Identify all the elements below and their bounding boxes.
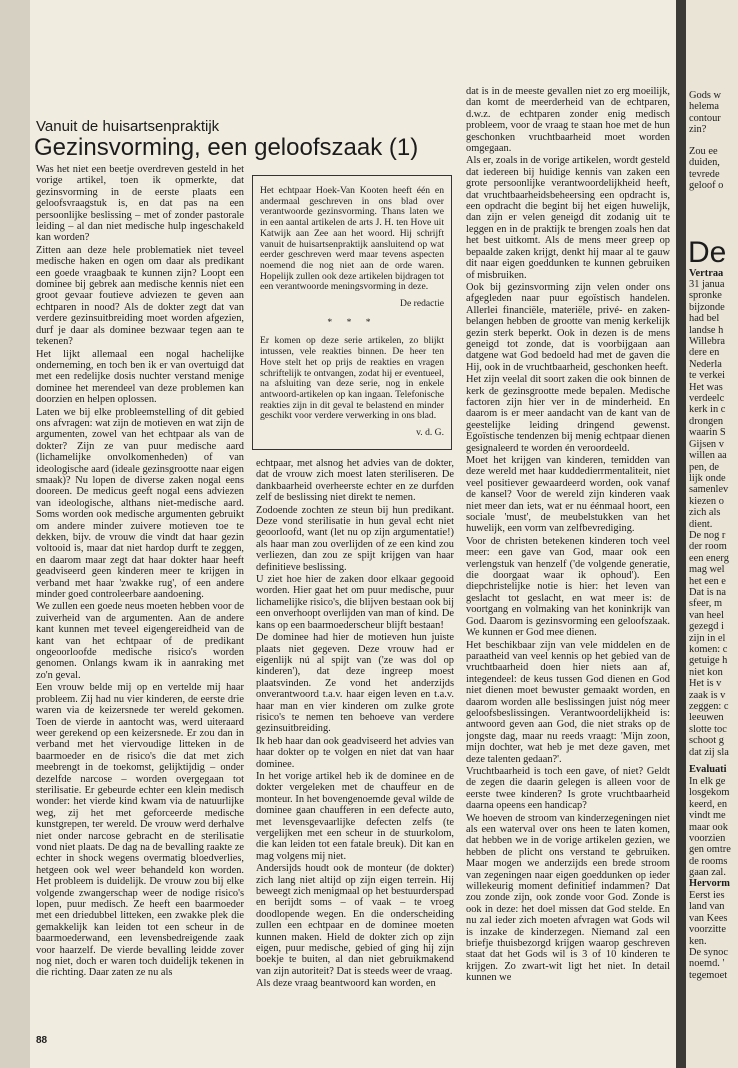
fragment-line: duiden, [689, 157, 720, 169]
text-column-1 [36, 164, 244, 1030]
fragment-line: maar ook [689, 821, 728, 833]
fragment-line: zich als [689, 507, 721, 519]
paragraph: De dominee had hier de motieven hun juiste plaats niet gegeven. Deze vrouw had er eigenlijk nú al spijt van ('ze was dol op kinderen'), dat deze ingreep moest plaatsvinden. Ze vond het anderzijds onverantwoord t.a.v. haar eigen leven en t.a.v. haar man en vier kinderen om zulke grote risico's te nemen ten behoeve van verdere gezinsuitbreiding. [256, 632, 454, 735]
fragment-line: mag wel [689, 564, 725, 576]
fragment-line: helema [689, 101, 719, 113]
paragraph: Als er, zoals in de vorige artikelen, wordt gesteld dat iedereen bij huidige kennis van zaken een grote persoonlijke verantwoordelijkheid heeft, dat vruchtbaarheidsbeheersing een opdracht is, een opdracht die begint bij het eigen huwelijk, dan zijn er velen geneigd dit zodanig uit te leggen en in de praktijk te brengen zoals hen dat het best uitkomt. Als de mens meer greep op bepaalde zaken krijgt, denkt hij maar al te gauw dit naar eigen goeddunken te kunnen gebruiken of misbruiken. [466, 155, 670, 281]
fragment-line: slotte toc [689, 723, 727, 735]
paragraph: dat is in de meeste gevallen niet zo erg moeilijk, dan komt de meerderheid van de echtparen, d.w.z. de echtparen zonder enig medisch probleem, voor de vraag te staan hoe met de hun geschonken vruchtbaarheid moet worden omgegaan. [466, 86, 670, 155]
adjacent-text-mid [689, 146, 737, 192]
paragraph: Ook bij gezinsvorming zijn velen onder ons afgegleden naar puur egoïstisch handelen. Allerlei financiële, materiële, privé- en zaken-belangen hebben de grootte van menig kerkelijk gezin sterk beperkt. Ook in dezen is de mens geneigd tot zonde, dat is voorbijgaan aan datgene wat God bedoeld had met de gaven die Hij, ook in de vruchtbaarheid, geschonken heeft. [466, 281, 670, 373]
fragment-line: zaak is v [689, 689, 726, 701]
text-column-2 [256, 458, 454, 1030]
editorial-signature: De redactie [400, 298, 444, 310]
fragment-line: dat zij sla [689, 746, 729, 758]
fragment-line: geloof o [689, 180, 724, 192]
fragment-line: pen, de [689, 461, 720, 473]
adjacent-text-b2 [689, 776, 737, 879]
fragment-line: gaan zal. [689, 867, 726, 879]
fragment-line: dient. [689, 518, 713, 530]
fragment-line: In elk ge [689, 776, 726, 787]
fragment-line: Dat is na [689, 586, 726, 598]
adjacent-subhead-2: Evaluati [689, 764, 727, 775]
fragment-line: gezegd i [689, 621, 724, 633]
paragraph: U ziet hoe hier de zaken door elkaar gegooid worden. Hier gaat het om puur medische, puur lichamelijke risico's, die blijven bestaan ook bij een onverhoopt overlijden van man of kind. De kans op een baarmoederscheur blijft bestaan! [256, 574, 454, 631]
fragment-line: niet kon [689, 666, 723, 678]
fragment-line: Het was [689, 381, 723, 393]
fragment-line: bijzonde [689, 301, 725, 313]
paragraph: Een vrouw belde mij op en vertelde mij haar probleem. Zij had nu vier kinderen, de eerste drie waren via de keizersnede ter wereld gekomen. Toen de vierde in aantocht was, werd uiteraard weer gerekend op een keizersnede. Er zou dan in verband met het viervoudige litteken in de baarmoeder en de risico's die dat met zich meebrengt in de toekomst, gelijktijdig – onder dezelfde narcose – worden overgegaan tot sterilisatie. Er gebeurde echter een klein medisch wonder: het vierde kind kwam via de natuurlijke weg, zij het met geforceerde medische kunstgrepen, ter wereld. De vrouw werd derhalve niet onder narcose gebracht en de sterilisatie vond niet plaats. De dag na de bevalling raakte ze echter in shock wegens overmatig bloedverlies, hetgeen ook wel weer behandeld kon worden. Het probleem is duidelijk. De vrouw zou bij elke volgende zwangerschap weer de nodige risico's lopen, puur medisch. Ze heeft een baarmoeder met een driedubbel litteken, een zwakke plek die gemakkelijk kan leiden tot een scheur in de baarmoederwand, een levensbedreigende zaak voor haarzelf. De vierde bevalling leidde zover nog niet, doch er waren toch duidelijk tekenen in die richting. Daar zaten ze nu als [36, 682, 244, 979]
fragment-line: willen aa [689, 450, 727, 462]
fragment-line: het een e [689, 575, 726, 587]
page-number: 88 [36, 1035, 48, 1046]
fragment-line: gen omtre [689, 844, 731, 856]
paragraph: We hoeven de stroom van kinderzegeningen niet als een waterval over ons heen te laten komen, dat hebben we in de vorige artikelen gezien, we hebben de plicht ons verstand te gebruiken. Maar mogen we anderzijds een brede stroom van zegeningen naar eigen goeddunken op ieder willekeurig moment definitief indammen? Dat zou zonde zijn, ook zonde voor God. Zonde is ook in deze: het doel missen dat God stelde. En nu zal ieder zich moeten afvragen wat Gods wil is inzake de kinderzegen. Niemand zal een briefje thuisbezorgd krijgen waarop geschreven staat dat het Gods wil is 3 of 10 kinderen te krijgen. Zo zwart-wit ligt het niet. In detail kunnen we [466, 812, 670, 984]
paragraph: Laten we bij elke probleemstelling of dit gebied ons afvragen: wat zijn de motieven en wat zijn de argumenten, zowel van het echtpaar als van de dokter? Zijn ze van puur medische aard (lichamelijke onvolkomenheden) of van ideologische aard (ideale gezinsgrootte naar eigen smaak)? Nu lopen de diverse zaken nogal eens dooreen. De medicus geeft nogal eens adviezen van ideologische, althans niet-medische aard. Soms worden ook medische argumenten gebruikt om andere minder zuivere motieven toe te dekken, bijv. de vrouw die vindt dat haar gezin voltooid is, maar dat niet hardop durft te zeggen, en daarom maar zegt dat haar dokter haar heeft geadviseerd geen kinderen meer te krijgen in verband met haar 'zwakke rug', of een andere minder goed controleerbare aandoening. [36, 406, 244, 601]
fragment-line: kerk in c [689, 404, 726, 416]
fragment-line: waarin S [689, 427, 726, 439]
book-spine [676, 0, 686, 1068]
fragment-line: spronke [689, 290, 722, 302]
fragment-line: had bel [689, 313, 720, 325]
fragment-line: zin? [689, 124, 707, 136]
fragment-line: verdeelc [689, 393, 725, 405]
fragment-line: de rooms [689, 855, 728, 867]
fragment-line: kiezen o [689, 495, 724, 507]
editorial-note: Er komen op deze serie artikelen, zo blijkt intussen, vele reakties binnen. De heer ten Hove stelt het op prijs de reakties en vragen schriftelijk te ontvangen, zodat hij er eventueel, na afsluiting van deze serie, nog in enkele antwoord-artikelen op kan ingaan. Telefonische reakties zijn in dit geval te belastend en minder geschikt voor verdere verwerking in ons blad. [260, 335, 444, 422]
fragment-line: van heel [689, 609, 724, 621]
paragraph: Ik heb haar dan ook geadviseerd het advies van haar dokter op te volgen en niet dat van haar dominee. [256, 735, 454, 770]
paragraph: Vruchtbaarheid is toch een gave, of niet? Geldt de zegen die daarin gelegen is alleen voor de eerste twee kinderen? Is grote vruchtbaarheid daarna opeens een handicap? [466, 765, 670, 812]
adjacent-heading: De [688, 236, 727, 269]
fragment-line: 31 janua [689, 279, 725, 290]
fragment-line: vindt me [689, 810, 726, 822]
paragraph: Moet het krijgen van kinderen, temidden van deze wereld met haar kuddedierrmentaliteit, niet veel positiever gewaardeerd worden, ook vanaf de kansel? Voor de wereld zijn kinderen vaak niet meer dan iets, wat er nu éénmaal hoort, een sociale 'must', de meubelstukken van het huwelijk, een vorm van zelfbevrediging. [466, 455, 670, 535]
fragment-line: leeuwen [689, 712, 724, 724]
paragraph: Andersijds houdt ook de monteur (de dokter) zich lang niet altijd op zijn eigen terrein. Hij beweegt zich menigmaal op het bestuurderspad en berijdt soms – of vaak – te vroeg doodlopende wegen. En die onderscheiding zullen een echtpaar en de dominee moeten kunnen maken. Hield de dokter zich op zijn eigen, puur medische, gebied of ging hij zijn boekje te buiten, al dan niet gebruikmakend van zijn autoriteit? Dat is steeds weer de vraag. [256, 863, 454, 977]
fragment-line: Nederla [689, 358, 722, 370]
fragment-line: drongen [689, 415, 724, 427]
adjacent-subhead-1: Vertraa [689, 268, 724, 279]
fragment-line: Zou ee [689, 146, 718, 157]
adjacent-text-b1 [689, 279, 737, 758]
paragraph: Het zijn veelal dit soort zaken die ook binnen de kerk de gezinsgrootte mede bepalen. Medische factoren zijn hier ver in de minderheid. En daarom is er meer aandacht van de kant van de geestelijke leiding dringend gewenst. Egoïstische tendenzen bij menig echtpaar dienen gesignaleerd te worden én veroordeeld. [466, 374, 670, 454]
fragment-line: sfeer, m [689, 598, 723, 610]
paragraph: In het vorige artikel heb ik de dominee en de dokter vergeleken met de chauffeur en de monteur. In het bovengenoemde geval wilde de dominee gaan chaufferen in een defecte auto, met levensgevaarlijke defecten zelfs (te vergelijken met een scheur in de stuurkolom, die kan leiden tot een fatale breuk). Dit kan en mag volgens mij niet. [256, 770, 454, 862]
paragraph: Voor de christen betekenen kinderen toch veel meer: een gave van God, maar ook een verlengstuk van henzelf ('de volgende generatie, die doorgaat waar ik ophoud'). Een diepchristelijke notie is hier: het leven van geslacht tot geslacht, en wat meer is: de voortgang en volmaking van het koninkrijk van God. Daarom is gezinsvorming een geloofszaak. We kunnen er God mee dienen. [466, 535, 670, 639]
paragraph: Als deze vraag beantwoord kan worden, en [256, 978, 436, 990]
fragment-line: zijn in el [689, 632, 726, 644]
adjacent-text-b3 [689, 890, 737, 981]
fragment-line: Willebra [689, 336, 725, 348]
fragment-line: tegemoet [689, 969, 728, 981]
fragment-line: samenlev [689, 484, 729, 496]
fragment-line: der room [689, 541, 727, 553]
fragment-line: Gods w [689, 90, 722, 101]
note-signature: v. d. G. [416, 427, 444, 439]
fragment-line: dere en [689, 347, 720, 359]
fragment-line: Eerst ies [689, 890, 725, 901]
separator-stars: * * * [327, 316, 377, 328]
fragment-line: lijk onde [689, 472, 726, 484]
fragment-line: komen: c [689, 644, 728, 655]
fragment-line: getuige h [689, 655, 728, 667]
paragraph: Zodoende zochten ze steun bij hun predikant. Deze vond sterilisatie in hun geval echt niet geoorloofd, want (let nu op zijn argumentatie!) als haar man zou overlijden of ze een kind zou verliezen, dan zou ze spijt krijgen van haar definitieve beslissing. [256, 504, 454, 573]
fragment-line: keerd, en [689, 798, 728, 810]
fragment-line: schoot g [689, 735, 724, 747]
paragraph: Het lijkt allemaal een nogal hachelijke onderneming, en toch ben ik er van overtuigd dat met een redelijke dosis nuchter verstand menige dominee het merendeel van deze problemen kan doorzien en helpen oplossen. [36, 348, 244, 406]
fragment-line: voorzien [689, 833, 726, 845]
fragment-line: een energ [689, 552, 729, 564]
fragment-line: Het is v [689, 678, 722, 690]
fragment-line: tevrede [689, 168, 720, 180]
fragment-line: van Kees [689, 912, 728, 924]
editorial-intro: Het echtpaar Hoek-Van Kooten heeft één en andermaal geschreven in ons blad over verantwoorde gezinsvorming. Thans laten we in een aantal artikelen de arts J. H. ten Hove uit Katwijk aan Zee aan het woord. Hij schrijft vanuit de huisartsenpraktijk aansluitend op wat eerder geschreven werd maar tevens aspecten noemend die nog niet aan de orde waren. Hopelijk zullen ook deze artikelen bijdragen tot een verantwoorde meningsvorming in deze. [260, 185, 444, 293]
fragment-line: land van [689, 901, 725, 913]
fragment-line: losgekom [689, 787, 730, 799]
adjacent-text-top [689, 90, 737, 136]
fragment-line: te verkei [689, 370, 726, 382]
fragment-line: De synoc [689, 947, 728, 959]
paragraph: Was het niet een beetje overdreven gesteld in het vorige artikel, toen ik opmerkte, dat gezinsvorming in de eerste plaats een geloofsvraagstuk is, en dat pas na een persoonlijke beslissing – met of zonder pastorale leiding – al dan niet medische hulp ingeschakeld kan worden? [36, 164, 244, 244]
fragment-line: ken. [689, 935, 707, 947]
editorial-note-box [252, 175, 452, 450]
fragment-line: contour [689, 112, 721, 124]
binding-gutter [0, 0, 30, 1068]
fragment-line: voorzitte [689, 924, 726, 936]
fragment-line: landse h [689, 324, 724, 336]
fragment-line: noemd. ' [689, 958, 725, 970]
article-title: Gezinsvorming, een geloofszaak (1) [34, 134, 419, 161]
paragraph: Het beschikbaar zijn van vele middelen en de paraatheid van veel kennis op het gebied van de vruchtbaarheid doen hier niets aan af, integendeel: de keus tussen God dienen en God niet dienen moet bewuster gemaakt worden, en daarom worden alle beslissingen juist nóg meer geloofsbeslissingen. Verantwoordelijkheid is: antwoord geven aan God, die niet straks op de jongste dag, maar nu reeds vraagt: 'Mijn zoon, mijn dochter, wat heb je met deze gaven, met deze talenten gedaan?'. [466, 639, 670, 765]
text-column-3 [466, 86, 670, 1030]
paragraph: We zullen een goede neus moeten hebben voor de zuiverheid van de argumenten. Aan de andere kant kunnen met teveel eigengereidheid van de kant van het echtpaar of de predikant ongeoorloofde medische risico's worden genomen. Onlangs kwam ik in aanraking met zo'n geval. [36, 601, 244, 681]
paragraph: Zitten aan deze hele problematiek niet teveel medische haken en ogen om daar als predikant een goede vraagbaak te kunnen zijn? Loopt een dominee bij gebrek aan medische kennis niet een groot gevaar foutieve adviezen te geven aan echtparen in nood? Als de dokter zegt dat van verdere gezinsuitbreiding moet worden afgezien, durf je daar als dominee bezwaar tegen aan te tekenen? [36, 244, 244, 348]
adjacent-subhead-3: Hervorm [689, 878, 730, 889]
article-kicker: Vanuit de huisartsenpraktijk [36, 118, 220, 135]
fragment-line: De nog r [689, 529, 726, 541]
fragment-line: zeggen: c [689, 701, 729, 713]
fragment-line: Gijsen v [689, 438, 724, 450]
paragraph: echtpaar, met alsnog het advies van de dokter, dat de vrouw zich moest laten steriliseren. De dankbaarheid overheerste echter en ze durfden zelf de beslissing niet direkt te nemen. [256, 458, 454, 504]
